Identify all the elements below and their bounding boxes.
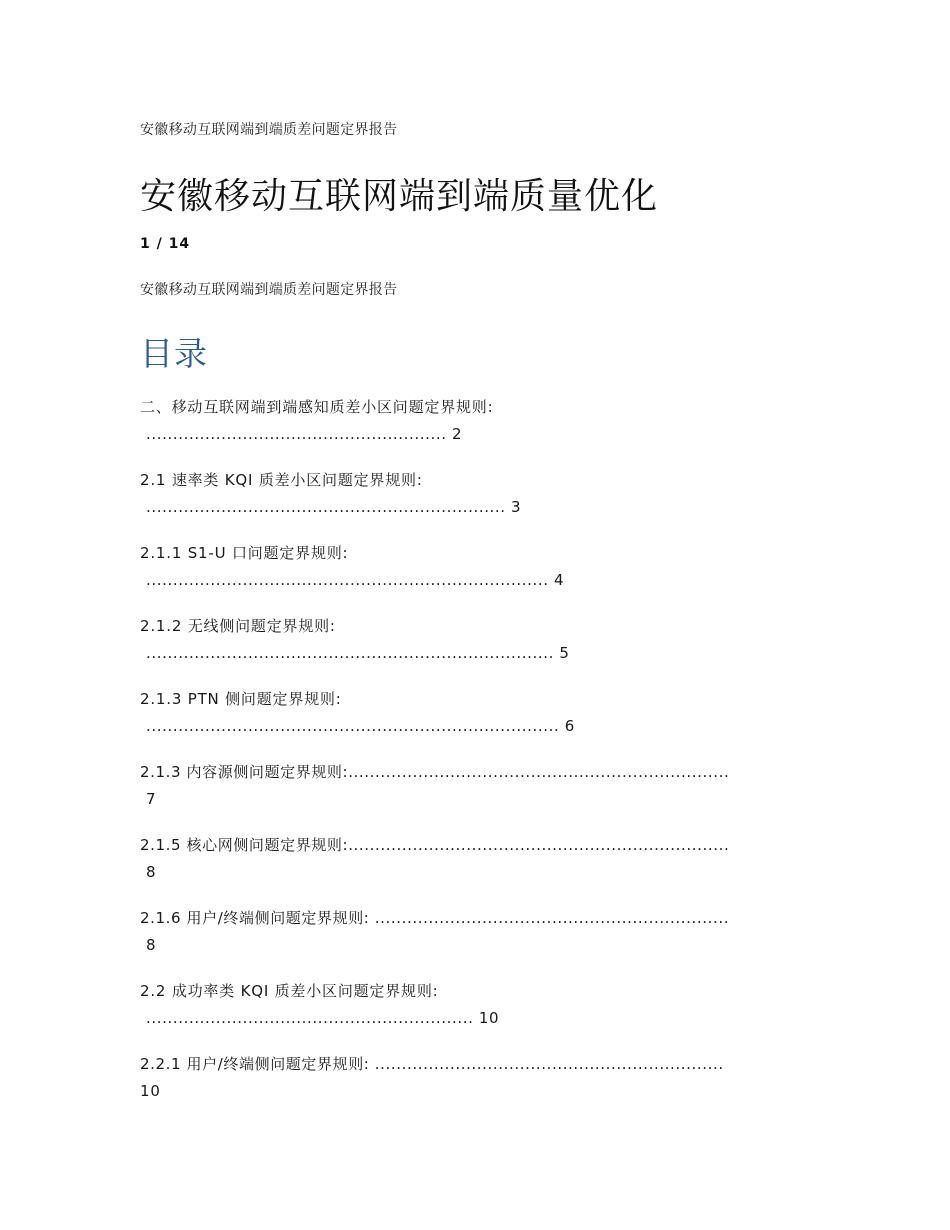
toc-entry[interactable] <box>140 686 820 759</box>
toc-entry[interactable] <box>140 905 820 978</box>
toc-entry-page: ........................................................................... 4 <box>146 571 565 589</box>
toc-entry-title: 2.1.1 S1-U 口问题定界规则: <box>140 544 349 562</box>
toc-entry-title: 2.1.3 内容源侧问题定界规则:....................................................................... <box>140 763 730 781</box>
running-header-second: 安徽移动互联网端到端质差问题定界报告 <box>140 282 398 298</box>
toc-entry[interactable] <box>140 759 820 832</box>
toc-entry-title: 二、移动互联网端到端感知质差小区问题定界规则: <box>140 398 494 416</box>
toc-entry-page: ........................................................ 2 <box>146 425 463 443</box>
toc-entry-page: 8 <box>146 863 157 881</box>
toc-entry-title: 2.1.6 用户/终端侧问题定界规则: .................................................................. <box>140 909 730 927</box>
toc-entry-title: 2.2.1 用户/终端侧问题定界规则: ................................................................. <box>140 1055 724 1073</box>
toc-entry[interactable] <box>140 540 820 613</box>
toc-entry-page: ............................................................. 10 <box>146 1009 500 1027</box>
toc-entry[interactable] <box>140 467 820 540</box>
page-indicator: 1 / 14 <box>140 236 191 252</box>
toc-entry-title: 2.1 速率类 KQI 质差小区问题定界规则: <box>140 471 423 489</box>
toc-heading: 目录 <box>140 334 208 373</box>
toc-entry[interactable] <box>140 613 820 686</box>
toc-entry-title: 2.2 成功率类 KQI 质差小区问题定界规则: <box>140 982 439 1000</box>
toc-entry-page: 10 <box>140 1082 161 1100</box>
toc-entry-page: ............................................................................ 5 <box>146 644 570 662</box>
table-of-contents <box>140 394 820 1124</box>
document-title: 安徽移动互联网端到端质量优化 <box>140 176 659 217</box>
running-header-top: 安徽移动互联网端到端质差问题定界报告 <box>140 122 398 138</box>
toc-entry-page: 8 <box>146 936 157 954</box>
toc-entry-title: 2.1.3 PTN 侧问题定界规则: <box>140 690 342 708</box>
toc-entry[interactable] <box>140 1051 820 1124</box>
toc-entry[interactable] <box>140 832 820 905</box>
toc-entry-page: ............................................................................. 6 <box>146 717 575 735</box>
toc-entry-page: 7 <box>146 790 157 808</box>
toc-entry-page: ................................................................... 3 <box>146 498 522 516</box>
toc-entry-title: 2.1.5 核心网侧问题定界规则:....................................................................... <box>140 836 730 854</box>
toc-entry-title: 2.1.2 无线侧问题定界规则: <box>140 617 336 635</box>
toc-entry[interactable] <box>140 394 820 467</box>
toc-entry[interactable] <box>140 978 820 1051</box>
